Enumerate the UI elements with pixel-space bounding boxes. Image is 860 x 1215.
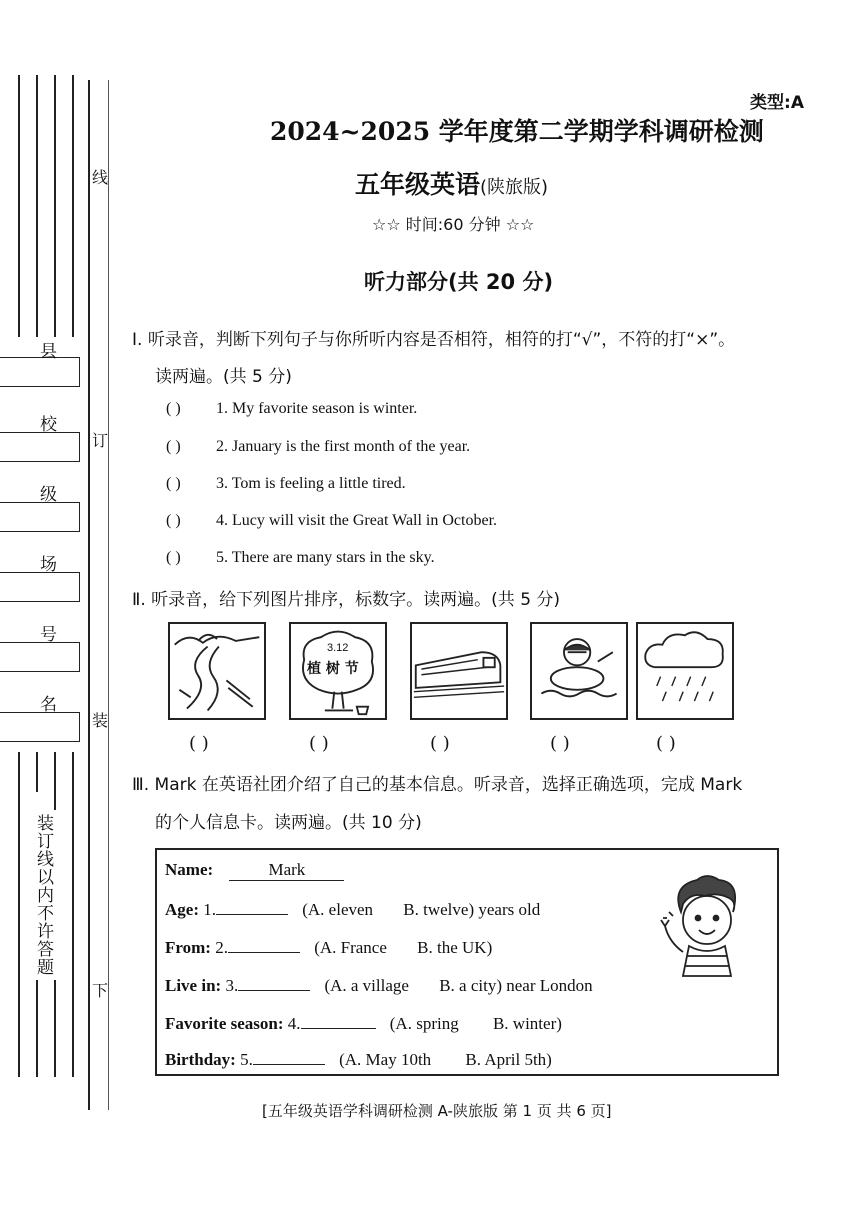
field-seat-number: 号 [40, 625, 57, 645]
field-exam-room: 场 [40, 555, 57, 575]
section2-heading: Ⅱ. 听录音，给下列图片排序，标数字。读两遍。(共 5 分) [132, 590, 561, 610]
field-name: 名 [40, 695, 57, 715]
name-label: Name: [165, 860, 214, 879]
binding-mark-xia: 下 [92, 978, 108, 1001]
list-item: ( ) 4. Lucy will visit the Great Wall in October. [166, 512, 498, 529]
binding-mark-zhuang: 装 [92, 708, 108, 731]
info-row: Age: 1. (A. eleven B. twelve) years old [165, 900, 541, 919]
info-row: From: 2. (A. France B. the UK) [165, 938, 493, 957]
section3-heading-cont: 的个人信息卡。读两遍。(共 10 分) [155, 813, 422, 833]
section1-heading-cont: 读两遍。(共 5 分) [155, 367, 292, 387]
exam-title: 2024~2025 学年度第二学期学科调研检测 [270, 117, 764, 146]
answer-paren: ( ) [189, 733, 209, 754]
subject-title: 五年级英语 [355, 170, 481, 199]
boy-illustration [657, 872, 753, 990]
section3-heading: Ⅲ. Mark 在英语社团介绍了自己的基本信息。听录音，选择正确选项，完成 Mark [132, 775, 743, 795]
binding-mark-ding: 订 [92, 428, 108, 451]
answer-paren: ( ) [550, 733, 570, 754]
list-item: ( ) 5. There are many stars in the sky. [166, 549, 435, 566]
section1-heading: Ⅰ. 听录音，判断下列句子与你所听内容是否相符，相符的打“√”，不符的打“×”。 [132, 330, 736, 350]
info-card [155, 848, 779, 1076]
river-icon [168, 622, 266, 720]
exam-time: ☆☆ 时间:60 分钟 ☆☆ [372, 215, 535, 234]
field-school: 校 [40, 415, 57, 435]
train-icon [410, 622, 508, 720]
tree-planting-day-icon: 3.12 植 树 节 [289, 622, 387, 720]
answer-paren: ( ) [656, 733, 676, 754]
part-title: 听力部分(共 20 分) [364, 270, 554, 294]
list-item: ( ) 3. Tom is feeling a little tired. [166, 475, 406, 492]
edition-label: (陕旅版) [480, 177, 549, 198]
list-item: ( ) 1. My favorite season is winter. [166, 400, 418, 417]
list-item: ( ) 2. January is the first month of the year. [166, 438, 471, 455]
name-value: Mark [229, 860, 344, 881]
binding-mark-xian: 线 [92, 165, 108, 188]
paper-type-label: 类型:A [750, 93, 804, 113]
info-row: Live in: 3. (A. a village B. a city) near London [165, 976, 593, 995]
binding-warning: 装订线以内不许答题 [31, 810, 56, 980]
info-row: Favorite season: 4. (A. spring B. winter) [165, 1014, 562, 1033]
rain-cloud-icon [636, 622, 734, 720]
field-county: 县 [40, 342, 57, 362]
answer-paren: ( ) [309, 733, 329, 754]
answer-paren: ( ) [430, 733, 450, 754]
field-class: 级 [40, 485, 57, 505]
info-row: Birthday: 5. (A. May 10th B. April 5th) [165, 1050, 552, 1069]
page-footer: [五年级英语学科调研检测 A-陕旅版 第 1 页 共 6 页] [262, 1102, 612, 1120]
swimming-icon [530, 622, 628, 720]
